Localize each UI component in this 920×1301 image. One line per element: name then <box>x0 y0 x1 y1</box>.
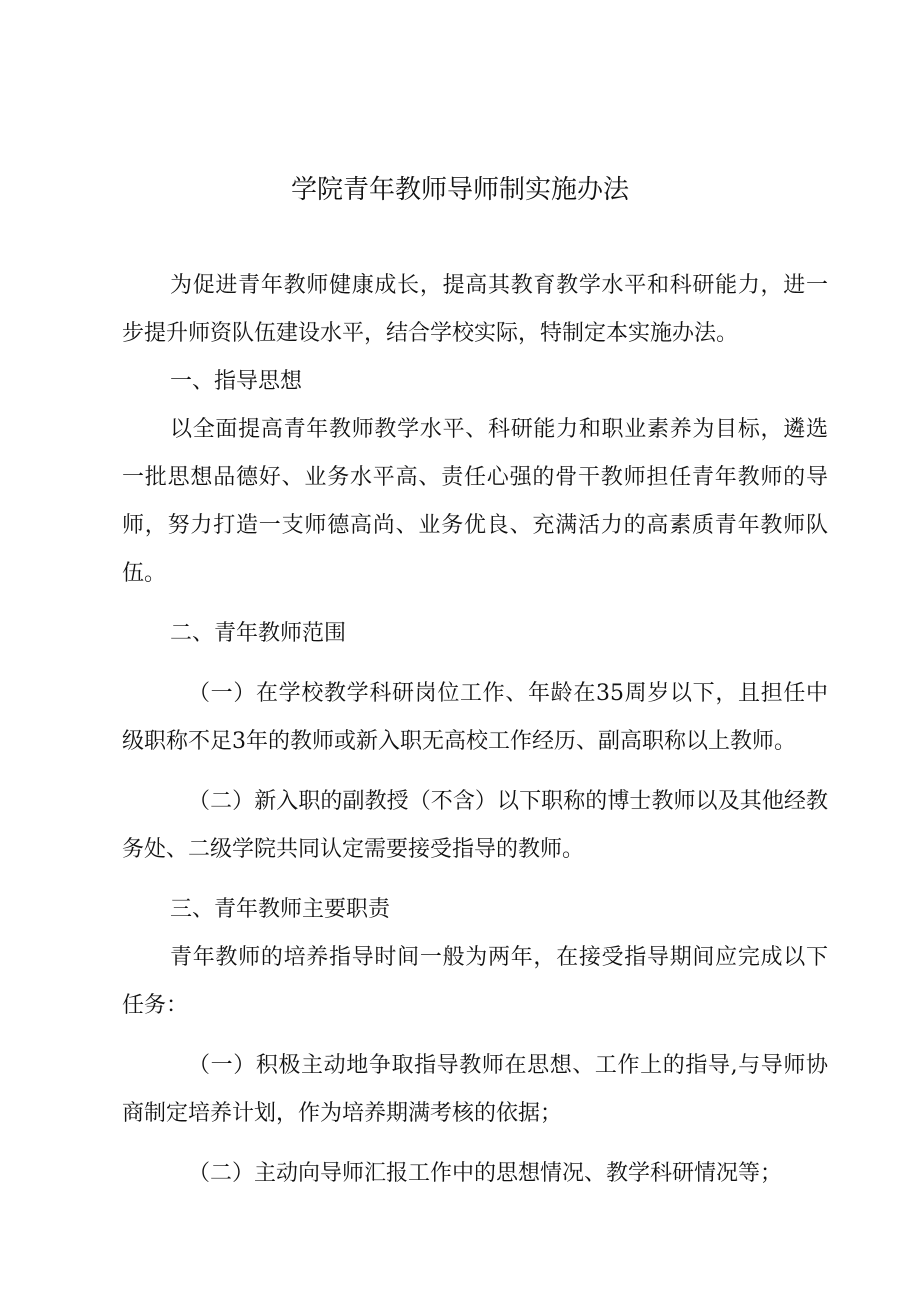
list-item: （一）在学校教学科研岗位工作、年龄在35周岁以下，且担任中级职称不足3年的教师或新入职无高校工作经历、副高职称以上教师。 <box>122 681 828 754</box>
document-body <box>122 262 828 1198</box>
list-item: （二）主动向导师汇报工作中的思想情况、教学科研情况等； <box>188 1161 783 1186</box>
section-heading-3: 三、青年教师主要职责 <box>170 897 391 922</box>
intro-paragraph: 为促进青年教师健康成长，提高其教育教学水平和科研能力，进一步提升师资队伍建设水平，结合学校实际，特制定本实施办法。 <box>122 273 828 346</box>
section-heading-1: 一、指导思想 <box>170 369 303 394</box>
paragraph: 以全面提高青年教师教学水平、科研能力和职业素养为目标，遴选一批思想品德好、业务水平高、责任心强的骨干教师担任青年教师的导师，努力打造一支师德高尚、业务优良、充满活力的高素质青年教师队伍。 <box>122 417 828 586</box>
paragraph: 青年教师的培养指导时间一般为两年，在接受指导期间应完成以下任务： <box>122 945 828 1018</box>
list-item: （二）新入职的副教授（不含）以下职称的博士教师以及其他经教务处、二级学院共同认定需要接受指导的教师。 <box>122 789 828 862</box>
document-title: 学院青年教师导师制实施办法 <box>290 175 629 205</box>
list-item: （一）积极主动地争取指导教师在思想、工作上的指导,与导师协商制定培养计划，作为培养期满考核的依据； <box>122 1053 828 1126</box>
section-heading-2: 二、青年教师范围 <box>170 621 347 646</box>
